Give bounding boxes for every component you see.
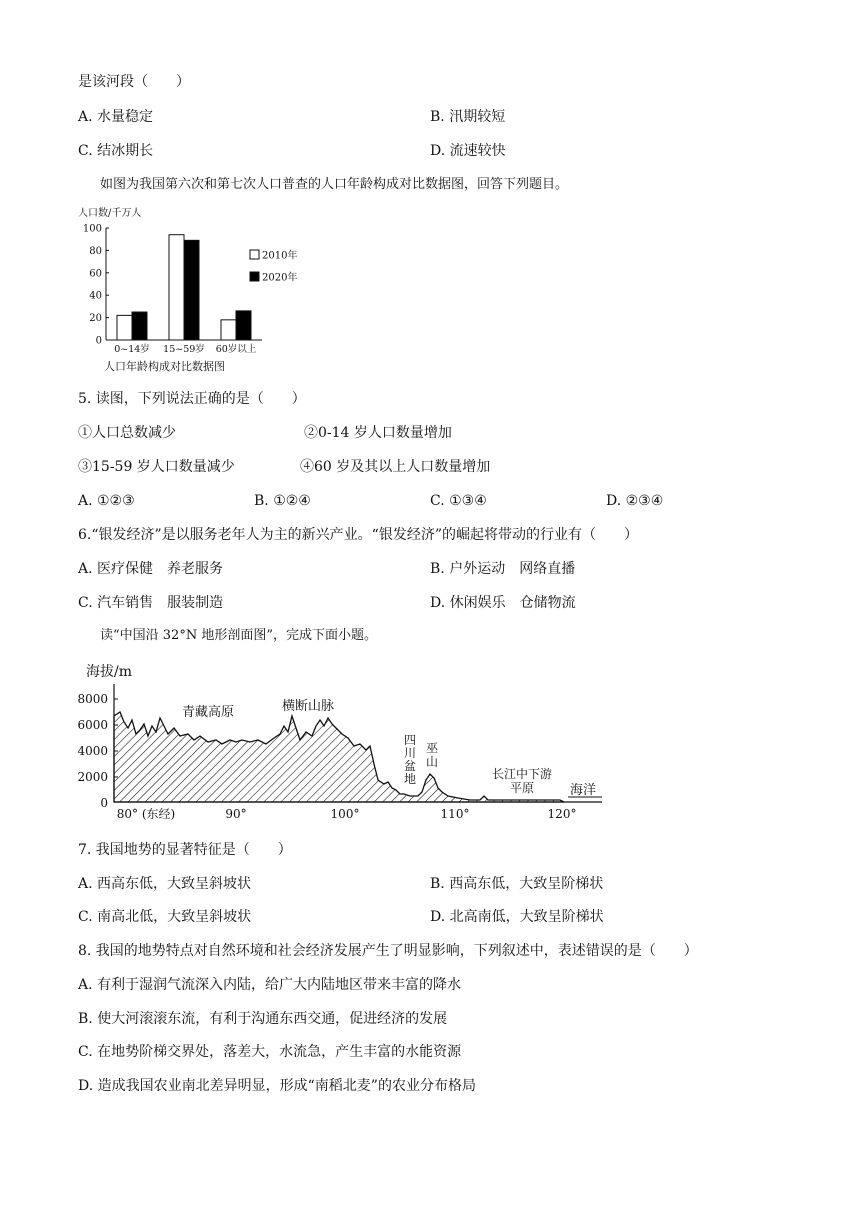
chart-bars <box>117 235 251 340</box>
bar-2010年-0~14岁 <box>117 315 132 340</box>
q4-option-a: A. 水量稳定 <box>78 109 154 125</box>
profile-xtick: 120° <box>547 807 577 821</box>
svg-text:四: 四 <box>403 733 417 747</box>
y-tick-label: 60 <box>89 268 102 280</box>
label-hengduan: 横断山脉 <box>282 699 335 714</box>
terrain-profile-chart <box>70 656 610 824</box>
label-ocean: 海洋 <box>570 783 597 798</box>
q5-option-c: C. ①③④ <box>430 493 487 509</box>
population-bar-chart <box>70 200 330 376</box>
q7-option-b: B. 西高东低，大致呈阶梯状 <box>430 876 604 892</box>
label-yangtze-plain <box>492 766 552 795</box>
profile-xtick: 110° <box>440 807 470 821</box>
y-tick-label: 0 <box>95 335 102 347</box>
y-tick-label: 80 <box>89 245 102 257</box>
bar-2010年-60岁以上 <box>221 320 236 340</box>
svg-text:盆: 盆 <box>403 759 417 773</box>
profile-ytick: 6000 <box>77 718 108 732</box>
q5-statement-2: ②0-14 岁人口数量增加 <box>304 425 452 441</box>
q7-option-d: D. 北高南低，大致呈阶梯状 <box>430 909 604 925</box>
profile-ytick: 0 <box>100 796 108 810</box>
svg-text:山: 山 <box>425 755 439 769</box>
q7-option-c: C. 南高北低，大致呈斜坡状 <box>78 909 252 925</box>
bar-2010年-15~59岁 <box>169 235 184 340</box>
svg-text:长江中下游: 长江中下游 <box>491 767 553 781</box>
svg-text:地: 地 <box>403 772 417 786</box>
q5-option-a: A. ①②③ <box>78 493 135 509</box>
q6-option-d: D. 休闲娱乐 仓储物流 <box>430 595 576 611</box>
profile-y-ticks <box>77 692 118 810</box>
q6-option-b: B. 户外运动 网络直播 <box>430 561 576 577</box>
label-plateau: 青藏高原 <box>182 705 235 720</box>
q5-statement-1: ①人口总数减少 <box>78 425 176 441</box>
legend-label: 2020年 <box>262 272 298 284</box>
x-tick-label: 60岁以上 <box>215 344 257 355</box>
profile-x-ticks <box>117 807 577 821</box>
profile-intro: 读“中国沿 32°N 地形剖面图”，完成下面小题。 <box>100 628 377 643</box>
y-tick-label: 20 <box>89 313 102 325</box>
bar-2020年-0~14岁 <box>132 312 147 340</box>
q7-option-a: A. 西高东低，大致呈斜坡状 <box>78 876 252 892</box>
q5-stem: 5. 读图，下列说法正确的是（ ） <box>78 391 306 407</box>
population-intro: 如图为我国第六次和第七次人口普查的人口年龄构成对比数据图，回答下列题目。 <box>100 177 569 192</box>
q8-option-b: B. 使大河滚滚东流，有利于沟通东西交通，促进经济的发展 <box>78 1011 448 1027</box>
legend-swatch <box>250 272 259 281</box>
profile-xtick: 80° (东经) <box>116 807 176 821</box>
q4-stem-tail: 是该河段（ ） <box>78 74 190 90</box>
profile-xtick: 90° <box>225 807 247 821</box>
profile-ylabel: 海拔/m <box>86 664 132 680</box>
q8-stem: 8. 我国的地势特点对自然环境和社会经济发展产生了明显影响，下列叙述中，表述错误的是（ ） <box>78 943 698 959</box>
bar-2020年-15~59岁 <box>184 240 199 340</box>
svg-text:平原: 平原 <box>509 781 535 795</box>
q4-option-c: C. 结冰期长 <box>78 143 154 159</box>
q6-option-c: C. 汽车销售 服装制造 <box>78 595 224 611</box>
profile-ytick: 2000 <box>77 770 108 784</box>
profile-ytick: 8000 <box>77 692 108 706</box>
chart-ylabel: 人口数/千万人 <box>78 208 142 219</box>
y-tick-label: 100 <box>82 223 102 235</box>
q8-option-c: C. 在地势阶梯交界处，落差大，水流急，产生丰富的水能资源 <box>78 1044 462 1060</box>
profile-xtick: 100° <box>330 807 360 821</box>
chart-title: 人口年龄构成对比数据图 <box>104 360 225 373</box>
q6-option-a: A. 医疗保健 养老服务 <box>78 561 224 577</box>
svg-text:川: 川 <box>403 746 417 760</box>
q8-option-d: D. 造成我国农业南北差异明显，形成“南稻北麦”的农业分布格局 <box>78 1078 476 1094</box>
terrain-profile <box>114 712 564 802</box>
chart-y-ticks <box>83 224 109 347</box>
label-sichuan-basin <box>404 733 416 786</box>
q5-option-d: D. ②③④ <box>606 493 664 509</box>
bar-2020年-60岁以上 <box>236 311 251 340</box>
label-wushan <box>426 741 438 769</box>
y-tick-label: 40 <box>89 290 102 302</box>
x-tick-label: 0~14岁 <box>114 344 150 355</box>
q4-option-b: B. 汛期较短 <box>430 109 506 125</box>
q6-stem: 6.“银发经济”是以服务老年人为主的新兴产业。“银发经济”的崛起将带动的行业有（ ） <box>78 527 638 543</box>
profile-ytick: 4000 <box>77 744 108 758</box>
q5-statement-4: ④60 岁及其以上人口数量增加 <box>300 459 491 475</box>
q8-option-a: A. 有利于湿润气流深入内陆，给广大内陆地区带来丰富的降水 <box>78 977 462 993</box>
q7-stem: 7. 我国地势的显著特征是（ ） <box>78 842 292 858</box>
legend-label: 2010年 <box>262 250 298 262</box>
chart-x-ticks <box>114 343 257 355</box>
q5-statement-3: ③15-59 岁人口数量减少 <box>78 459 235 475</box>
svg-text:巫: 巫 <box>425 741 439 755</box>
x-tick-label: 15~59岁 <box>163 344 205 355</box>
legend-swatch <box>250 250 259 259</box>
chart-legend <box>250 249 297 284</box>
q4-option-d: D. 流速较快 <box>430 143 506 159</box>
q5-option-b: B. ①②④ <box>254 493 311 509</box>
